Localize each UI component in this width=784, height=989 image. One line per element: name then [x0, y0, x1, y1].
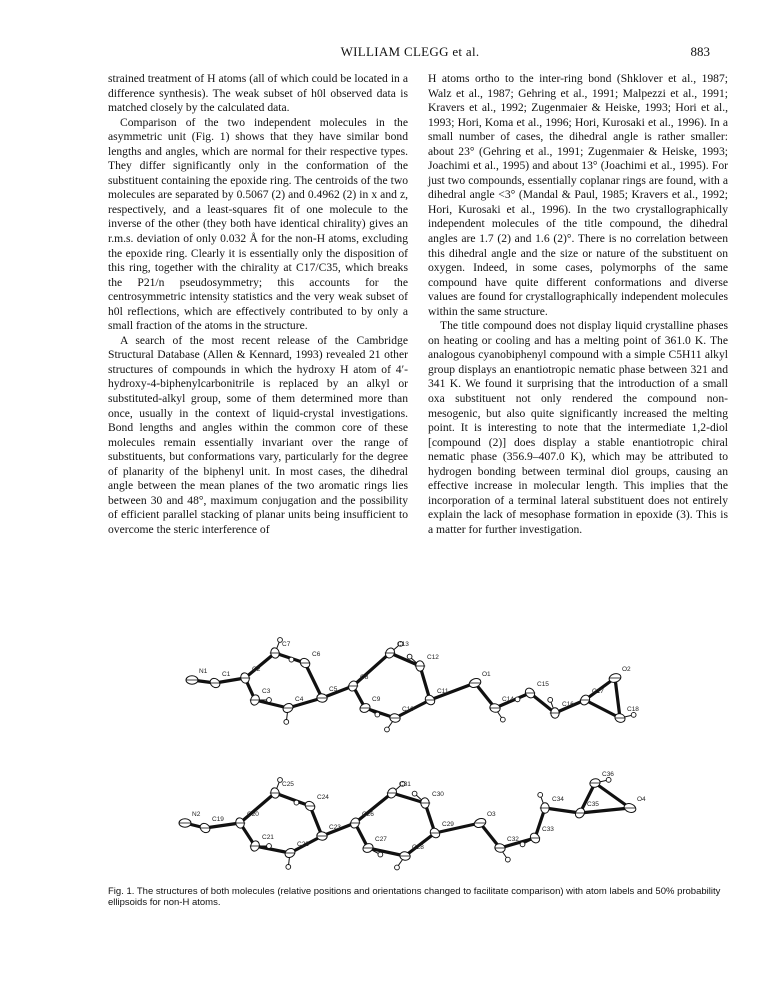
- atom-label: C14: [502, 696, 514, 703]
- bond: [355, 793, 392, 823]
- hydrogen-atom: [407, 654, 412, 659]
- hydrogen-atom: [500, 717, 505, 722]
- bond: [275, 793, 310, 806]
- atom-label: O2: [622, 666, 631, 673]
- atom-label: C4: [295, 696, 304, 703]
- atom-label: C35: [587, 801, 599, 808]
- atom-label: C5: [329, 686, 338, 693]
- atom-label: O3: [487, 811, 496, 818]
- bond: [585, 700, 620, 718]
- atom-label: C29: [442, 821, 454, 828]
- paragraph: strained treatment of H atoms (all of which could be located in a difference synthesis). The weak subset of h0l observed data is matched closely by the calculated data.: [108, 72, 408, 115]
- hydrogen-atom: [267, 844, 272, 849]
- figure-caption: Fig. 1. The structures of both molecules (relative positions and orientations changed to facilitate comparison) with atom labels and 50% probability ellipsoids for non-H atoms.: [108, 886, 721, 908]
- atom-label: C26: [362, 811, 374, 818]
- atom-label: C11: [437, 688, 449, 695]
- page-number: 883: [690, 44, 710, 59]
- atom-label: C9: [372, 696, 381, 703]
- hydrogen-atom: [286, 864, 291, 869]
- bond: [545, 808, 580, 813]
- atom-label: C36: [602, 771, 614, 778]
- atom-label: C8: [360, 674, 369, 681]
- atom-label: C21: [262, 834, 274, 841]
- atom-label: N2: [192, 811, 201, 818]
- atom-label: C25: [282, 781, 294, 788]
- running-title: WILLIAM CLEGG et al.: [340, 44, 480, 59]
- atom-label: C10: [402, 706, 414, 713]
- atom-label: C13: [397, 641, 409, 648]
- bond: [255, 846, 290, 853]
- atom-label: C17: [592, 688, 604, 695]
- atom-label: C31: [399, 781, 411, 788]
- bond: [615, 678, 620, 718]
- atom-label: C15: [537, 681, 549, 688]
- bond: [580, 808, 630, 813]
- hydrogen-atom: [289, 657, 294, 662]
- atom-label: N1: [199, 668, 208, 675]
- paragraph: Comparison of the two independent molecules in the asymmetric unit (Fig. 1) shows that they have similar bond lengths and angles, which are normal for their respective types. They differ significantly only in the conformation of the substituent containing the epoxide ring. The centroids of the two molecules are separated by 0.5067 (2) and 0.4962 (2) in x and z, respectively, and a least-squares fit of one molecule to the inverse of the other (they both have identical chirality) gives an r.m.s. deviation of only 0.032 Å for the non-H atoms, excluding the epoxide ring. Clearly it is essentially only the disposition of this ring, together with the chirality at C17/C35, which breaks the P21/n pseudosymmetry; this accounts for the centrosymmetric intensity statistics and the very weak subset of h0l reflections, which are effectively contributed to by only a small fraction of the atoms in the structure.: [108, 115, 408, 333]
- right-column: [428, 72, 728, 538]
- atom-label: C2: [252, 666, 261, 673]
- atom-label: C19: [212, 816, 224, 823]
- paragraph: A search of the most recent release of the Cambridge Structural Database (Allen & Kennard, 1993) revealed 21 other structures of compounds in which the hydroxy H atom of 4′-hydroxy-4-biphenylcarbonitrile is replaced by an alkyl or substituted-alkyl group, some of them determined more than once, usually in the context of liquid-crystal investigations. Bond lengths and angles within the common core of these molecules remain essentially invariant over the range of substituents, but conformations vary, particularly for the degree of planarity of the biphenyl unit. In most cases, the dihedral angle between the mean planes of the two aromatic rings lies between 30 and 48°, maximum conjugation and the possibility of efficient parallel stacking of planar units being insufficient to overcome the steric interference of: [108, 333, 408, 536]
- hydrogen-atom: [284, 719, 289, 724]
- hydrogen-atom: [548, 697, 553, 702]
- left-column: [108, 72, 408, 538]
- bond: [595, 783, 630, 808]
- hydrogen-atom: [631, 712, 636, 717]
- paragraph: The title compound does not display liquid crystalline phases on heating or cooling and has a melting point of 361.0 K. The analogous cyanobiphenyl compound with a simple C5H11 alkyl group displays an enantiotropic nematic phase between 321 and 341 K. We found it surprising that the introduction of a small oxa substituent not only rendered the compound non-mesogenic, but also quite significantly increased the melting point. It is interesting to note that the intermediate 1,2-diol [compound (2)] does display a stable enantiotropic chiral nematic phase (356.9–407.0 K), which may be attributed to hydrogen bonding between terminal diol groups, causing an effective increase in molecular length. This implies that the incorporation of a terminal lateral substituent does not entirely explain the lack of mesophase formation in epoxide (3). This is a matter for further investigation.: [428, 319, 728, 536]
- atom-label: C18: [627, 706, 639, 713]
- atom-label: C30: [432, 791, 444, 798]
- atom-label: C12: [427, 654, 439, 661]
- hydrogen-atom: [412, 791, 417, 796]
- atom-label: C23: [329, 824, 341, 831]
- atom-label: C33: [542, 826, 554, 833]
- hydrogen-atom: [375, 712, 380, 717]
- atom-label: C16: [562, 701, 574, 708]
- atom-label: O1: [482, 671, 491, 678]
- paragraph: H atoms ortho to the inter-ring bond (Shklover et al., 1987; Walz et al., 1987; Gehring et al., 1991; Malpezzi et al., 1991; Kravers et al., 1992; Zugenmaier & Heiske, 1993; Hori et al., 1993; Hori, Koma et al., 1996; Hori, Kurosaki et al., 1996). In a small number of cases, the dihedral angle is rather smaller: about 23° (Gehring et al., 1991; Zugenmaier & Heiske, 1993; Joachimi et al., 1995) and about 13° (Joachimi et al., 1995). For just two compounds, essentially coplanar rings are found, with a dihedral angle <3° (Mandal & Paul, 1985; Kravers et al., 1992; Hori, Kurosaki et al., 1996). In the two crystallographically independent molecules of the title compound, the dihedral angles are 1.7 (2) and 1.6 (2)°. There is no correlation between this dihedral angle and the size or nature of the substituent on oxygen. Indeed, in some cases, polymorphs of the same compound have quite different conformations and diverse values are found for crystallographically independent molecules within the same structure.: [428, 72, 728, 318]
- atom-label: C1: [222, 671, 231, 678]
- bond: [305, 663, 322, 698]
- bond: [240, 793, 275, 823]
- atom-label: C27: [375, 836, 387, 843]
- atom-label: C34: [552, 796, 564, 803]
- hydrogen-atom: [515, 697, 520, 702]
- hydrogen-atom: [378, 852, 383, 857]
- bond: [205, 823, 240, 828]
- hydrogen-atom: [267, 698, 272, 703]
- hydrogen-atom: [538, 792, 543, 797]
- atom-label: C7: [282, 641, 291, 648]
- atom-label: C24: [317, 794, 329, 801]
- hydrogen-atom: [294, 800, 299, 805]
- hydrogen-atom: [606, 777, 611, 782]
- atom-label: O4: [637, 796, 646, 803]
- atom-label: C28: [412, 844, 424, 851]
- atom-label: C20: [247, 811, 259, 818]
- hydrogen-atom: [505, 857, 510, 862]
- hydrogen-atom: [395, 865, 400, 870]
- running-header: [110, 44, 710, 64]
- hydrogen-atom: [385, 727, 390, 732]
- atom-label: C22: [297, 841, 309, 848]
- bond: [353, 653, 390, 686]
- atom-label: C3: [262, 688, 271, 695]
- hydrogen-atom: [520, 842, 525, 847]
- atom-label: C6: [312, 651, 321, 658]
- atom-label: C32: [507, 836, 519, 843]
- molecule-figure: [150, 628, 670, 883]
